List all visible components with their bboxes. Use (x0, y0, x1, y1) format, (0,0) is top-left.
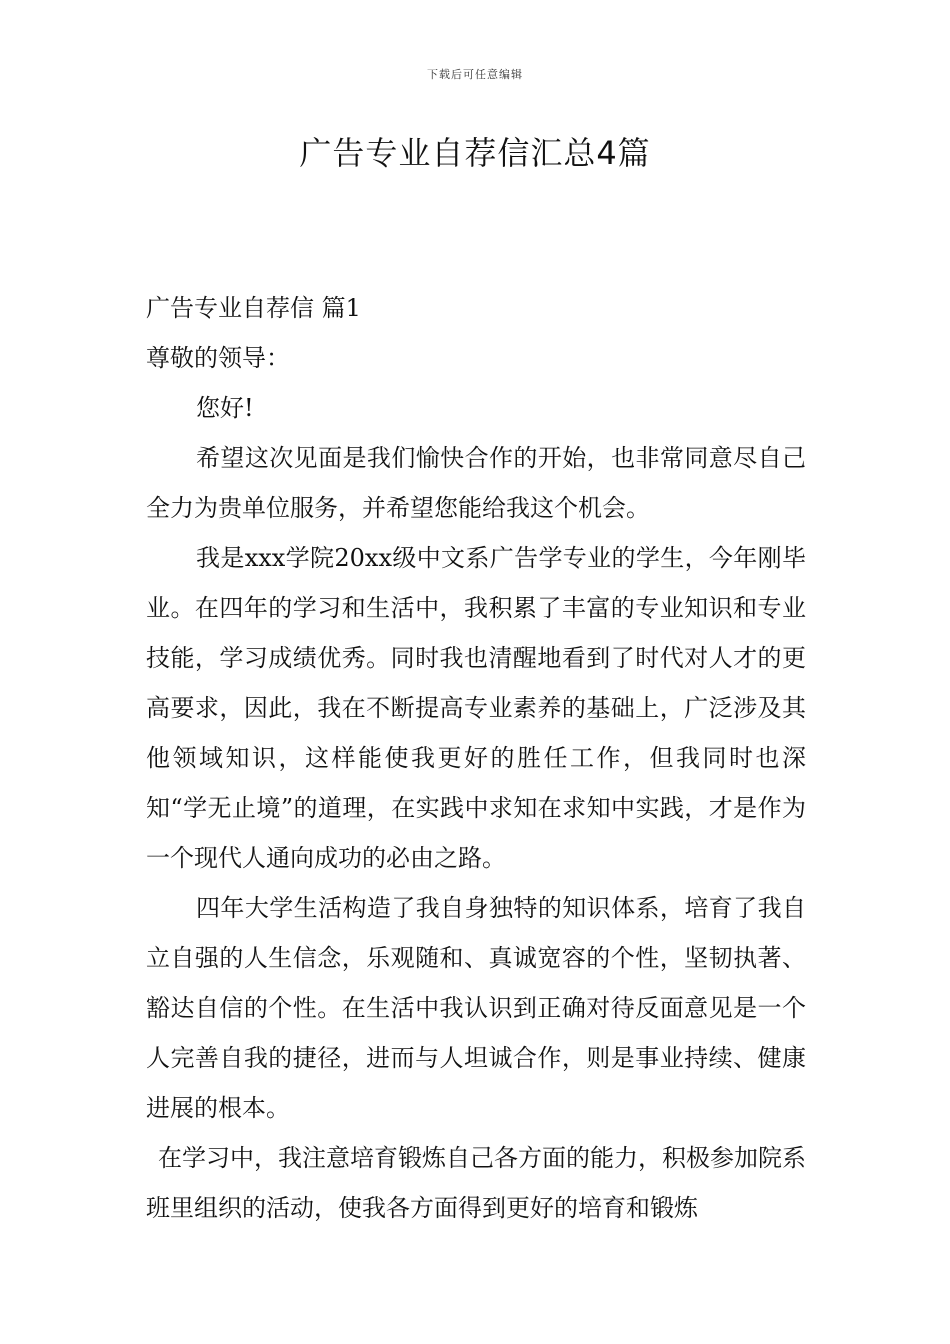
paragraph: 在学习中，我注意培育锻炼自己各方面的能力，积极参加院系班里组织的活动，使我各方面得到更好的培育和锻炼 (146, 1144, 806, 1222)
paragraph: 我是xxx学院20xx级中文系广告学专业的学生，今年刚毕业。在四年的学习和生活中，我积累了丰富的专业知识和专业技能，学习成绩优秀。同时我也清醒地看到了时代对人才的更高要求，因此，我在不断提高专业素养的基础上，广泛涉及其他领域知识，这样能使我更好的胜任工作，但我同时也深知“学无止境”的道理，在实践中求知在求知中实践，才是作为一个现代人通向成功的必由之路。 (146, 544, 806, 872)
greeting: 您好! (196, 394, 254, 422)
salutation: 尊敬的领导： (146, 344, 290, 372)
section-heading: 广告专业自荐信 篇1 (146, 294, 361, 322)
header-note: 下载后可任意编辑 (427, 68, 523, 81)
paragraph: 四年大学生活构造了我自身独特的知识体系，培育了我自立自强的人生信念，乐观随和、真诚宽容的个性，坚韧执著、豁达自信的个性。在生活中我认识到正确对待反面意见是一个人完善自我的捷径，进而与人坦诚合作，则是事业持续、健康进展的根本。 (146, 894, 806, 1122)
document-title: 广告专业自荐信汇总4篇 (299, 134, 651, 172)
paragraph: 希望这次见面是我们愉快合作的开始，也非常同意尽自己全力为贵单位服务，并希望您能给我这个机会。 (146, 444, 806, 522)
document-body (146, 283, 806, 1233)
